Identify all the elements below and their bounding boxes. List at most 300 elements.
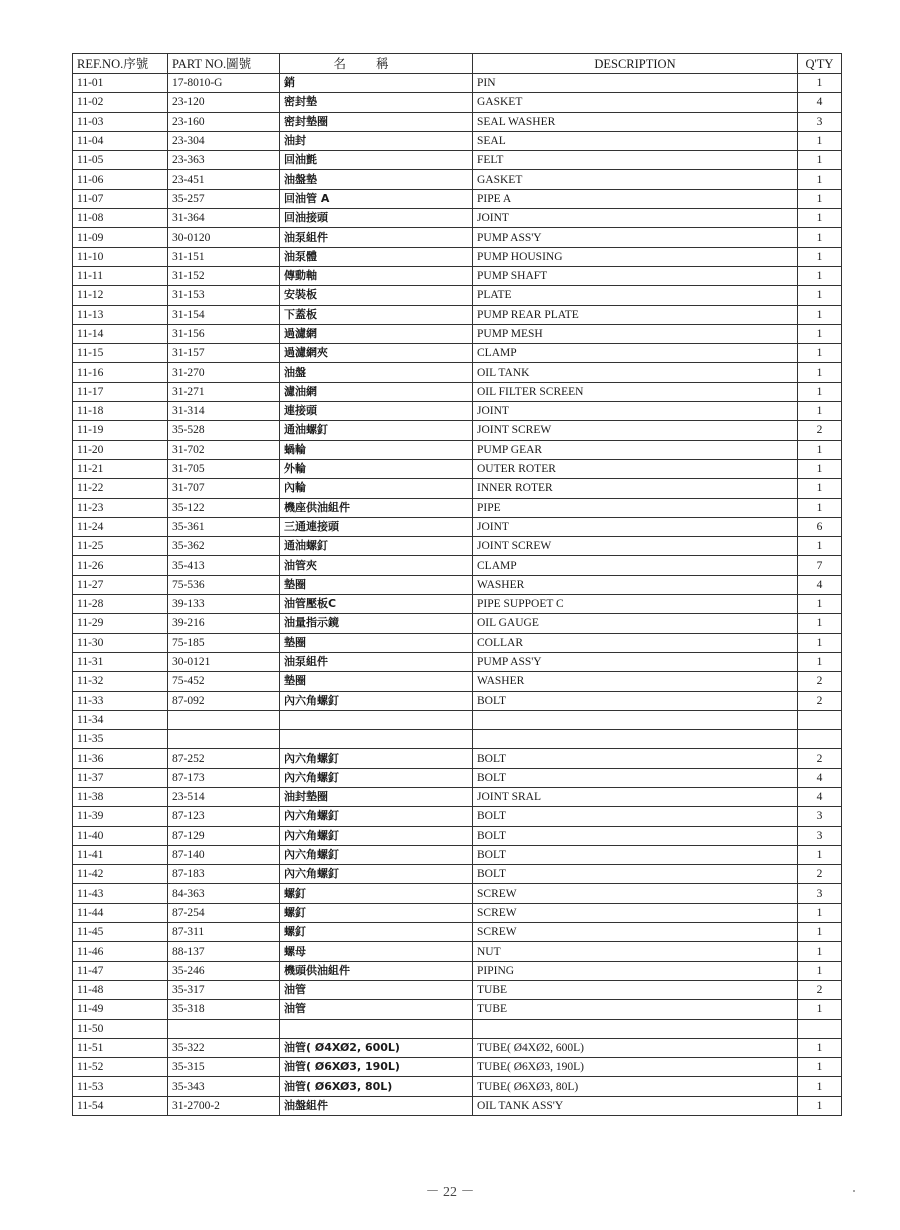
table-row [73,170,842,189]
description-cell [473,1019,798,1038]
quantity-cell: 1 [798,498,842,517]
name-cell: 濾油網 [280,382,473,401]
description-cell: JOINT [473,209,798,228]
part-no-cell: 35-362 [168,537,280,556]
name-cell: 油管 [280,980,473,999]
quantity-cell: 4 [798,575,842,594]
quantity-cell: 1 [798,363,842,382]
table-row [73,247,842,266]
name-cell: 螺母 [280,942,473,961]
quantity-cell: 1 [798,961,842,980]
description-cell: NUT [473,942,798,961]
table-row [73,903,842,922]
ref-no-cell: 11-15 [73,344,168,363]
ref-no-cell: 11-25 [73,537,168,556]
part-no-cell: 87-252 [168,749,280,768]
ref-no-cell: 11-10 [73,247,168,266]
quantity-cell: 2 [798,865,842,884]
name-cell: 內六角螺釘 [280,768,473,787]
part-no-cell: 87-183 [168,865,280,884]
name-cell: 油管( Ø6XØ3, 190L) [280,1058,473,1077]
name-cell: 內輪 [280,479,473,498]
table-row [73,151,842,170]
table-row [73,498,842,517]
quantity-cell: 1 [798,228,842,247]
table-row [73,961,842,980]
part-no-cell: 31-157 [168,344,280,363]
quantity-cell: 7 [798,556,842,575]
part-no-cell: 87-123 [168,807,280,826]
ref-no-cell: 11-30 [73,633,168,652]
name-cell: 螺釘 [280,884,473,903]
part-no-cell: 31-364 [168,209,280,228]
quantity-cell: 1 [798,903,842,922]
table-row [73,768,842,787]
part-no-cell: 39-133 [168,595,280,614]
description-cell: SCREW [473,903,798,922]
part-no-cell: 23-120 [168,93,280,112]
ref-no-cell: 11-07 [73,189,168,208]
description-cell: WASHER [473,672,798,691]
ref-no-cell: 11-02 [73,93,168,112]
quantity-cell: 3 [798,112,842,131]
part-no-cell: 31-705 [168,459,280,478]
part-no-cell: 30-0121 [168,652,280,671]
name-cell [280,710,473,729]
name-cell: 內六角螺釘 [280,845,473,864]
name-cell: 三通連接頭 [280,517,473,536]
table-row [73,1058,842,1077]
table-row [73,575,842,594]
quantity-cell: 3 [798,826,842,845]
ref-no-cell: 11-32 [73,672,168,691]
quantity-cell: 1 [798,459,842,478]
table-row [73,93,842,112]
table-row [73,305,842,324]
table-row [73,691,842,710]
name-cell: 通油螺釘 [280,421,473,440]
part-no-cell: 31-152 [168,266,280,285]
quantity-cell: 1 [798,1038,842,1057]
table-row [73,749,842,768]
part-no-cell: 87-311 [168,923,280,942]
description-cell: SEAL [473,131,798,150]
table-row [73,209,842,228]
parts-table-body [73,74,842,1116]
part-no-cell: 39-216 [168,614,280,633]
description-cell: PIN [473,74,798,93]
name-cell: 回油管 A [280,189,473,208]
table-row [73,517,842,536]
quantity-cell: 1 [798,170,842,189]
description-cell: PUMP REAR PLATE [473,305,798,324]
part-no-cell: 35-343 [168,1077,280,1096]
ref-no-cell: 11-04 [73,131,168,150]
ref-no-cell: 11-14 [73,324,168,343]
name-cell: 螺釘 [280,903,473,922]
quantity-cell: 1 [798,633,842,652]
quantity-cell: 1 [798,189,842,208]
description-cell: JOINT SRAL [473,787,798,806]
part-no-cell: 35-317 [168,980,280,999]
quantity-cell: 1 [798,382,842,401]
name-cell: 油管壓板C [280,595,473,614]
description-cell: SCREW [473,884,798,903]
description-cell: COLLAR [473,633,798,652]
quantity-cell: 1 [798,942,842,961]
name-cell [280,1019,473,1038]
table-row [73,787,842,806]
table-row [73,845,842,864]
quantity-cell: 1 [798,324,842,343]
ref-no-cell: 11-46 [73,942,168,961]
part-no-cell: 31-156 [168,324,280,343]
part-no-cell: 17-8010-G [168,74,280,93]
quantity-cell: 1 [798,614,842,633]
quantity-cell: 4 [798,768,842,787]
description-cell: PUMP SHAFT [473,266,798,285]
ref-no-cell: 11-51 [73,1038,168,1057]
table-row [73,74,842,93]
table-row [73,614,842,633]
name-cell: 外輪 [280,459,473,478]
header-name: 名稱 [280,54,473,74]
ref-no-cell: 11-44 [73,903,168,922]
header-description: DESCRIPTION [473,54,798,74]
description-cell: PLATE [473,286,798,305]
ref-no-cell: 11-11 [73,266,168,285]
description-cell: OIL TANK [473,363,798,382]
part-no-cell: 35-257 [168,189,280,208]
quantity-cell: 1 [798,286,842,305]
description-cell: OUTER ROTER [473,459,798,478]
part-no-cell: 75-536 [168,575,280,594]
table-row [73,228,842,247]
page-number: － 22 － [425,1185,475,1200]
ref-no-cell: 11-24 [73,517,168,536]
ref-no-cell: 11-19 [73,421,168,440]
description-cell: PUMP GEAR [473,440,798,459]
description-cell [473,710,798,729]
name-cell: 連接頭 [280,402,473,421]
description-cell: PIPE SUPPOET C [473,595,798,614]
description-cell: JOINT [473,402,798,421]
ref-no-cell: 11-39 [73,807,168,826]
name-cell: 內六角螺釘 [280,749,473,768]
ref-no-cell: 11-40 [73,826,168,845]
name-cell: 機座供油組件 [280,498,473,517]
name-cell: 內六角螺釘 [280,865,473,884]
table-row [73,479,842,498]
name-cell: 過濾網夾 [280,344,473,363]
part-no-cell: 31-271 [168,382,280,401]
description-cell: GASKET [473,170,798,189]
description-cell: JOINT SCREW [473,537,798,556]
description-cell: PIPE [473,498,798,517]
ref-no-cell: 11-52 [73,1058,168,1077]
ref-no-cell: 11-42 [73,865,168,884]
part-no-cell [168,710,280,729]
quantity-cell: 1 [798,1058,842,1077]
ref-no-cell: 11-34 [73,710,168,729]
part-no-cell: 31-314 [168,402,280,421]
ref-no-cell: 11-01 [73,74,168,93]
name-cell: 墊圈 [280,575,473,594]
ref-no-cell: 11-08 [73,209,168,228]
name-cell: 回油接頭 [280,209,473,228]
name-cell: 安裝板 [280,286,473,305]
ref-no-cell: 11-23 [73,498,168,517]
quantity-cell: 1 [798,151,842,170]
table-row [73,672,842,691]
name-cell: 回油氈 [280,151,473,170]
quantity-cell: 6 [798,517,842,536]
table-row [73,537,842,556]
part-no-cell: 87-254 [168,903,280,922]
description-cell: TUBE( Ø6XØ3, 190L) [473,1058,798,1077]
description-cell: PIPE A [473,189,798,208]
description-cell: BOLT [473,691,798,710]
name-cell: 油盤 [280,363,473,382]
name-cell: 油泵組件 [280,228,473,247]
ref-no-cell: 11-35 [73,730,168,749]
description-cell: SEAL WASHER [473,112,798,131]
table-row [73,923,842,942]
table-row [73,1019,842,1038]
header-ref-no: REF.NO.序號 [73,54,168,74]
name-cell: 過濾網 [280,324,473,343]
table-header-row [73,54,842,74]
table-row [73,730,842,749]
name-cell: 油管( Ø6XØ3, 80L) [280,1077,473,1096]
description-cell: JOINT [473,517,798,536]
part-no-cell: 35-413 [168,556,280,575]
header-quantity: Q'TY [798,54,842,74]
part-no-cell: 30-0120 [168,228,280,247]
table-row [73,344,842,363]
name-cell: 機頭供油組件 [280,961,473,980]
name-cell: 蝸輪 [280,440,473,459]
ref-no-cell: 11-20 [73,440,168,459]
quantity-cell: 1 [798,1096,842,1115]
quantity-cell: 1 [798,1000,842,1019]
description-cell: BOLT [473,807,798,826]
ref-no-cell: 11-36 [73,749,168,768]
name-cell: 密封墊圈 [280,112,473,131]
quantity-cell [798,1019,842,1038]
part-no-cell: 75-185 [168,633,280,652]
part-no-cell: 31-154 [168,305,280,324]
ref-no-cell: 11-47 [73,961,168,980]
quantity-cell: 1 [798,1077,842,1096]
part-no-cell: 87-173 [168,768,280,787]
part-no-cell: 23-451 [168,170,280,189]
table-row [73,363,842,382]
description-cell: TUBE( Ø6XØ3, 80L) [473,1077,798,1096]
quantity-cell: 1 [798,74,842,93]
quantity-cell [798,710,842,729]
table-row [73,710,842,729]
table-row [73,402,842,421]
quantity-cell: 4 [798,93,842,112]
quantity-cell: 3 [798,884,842,903]
table-row [73,1000,842,1019]
name-cell: 螺釘 [280,923,473,942]
part-no-cell: 31-707 [168,479,280,498]
ref-no-cell: 11-49 [73,1000,168,1019]
description-cell: OIL FILTER SCREEN [473,382,798,401]
ref-no-cell: 11-50 [73,1019,168,1038]
table-row [73,1038,842,1057]
quantity-cell: 1 [798,402,842,421]
name-cell: 內六角螺釘 [280,807,473,826]
ref-no-cell: 11-13 [73,305,168,324]
quantity-cell: 2 [798,421,842,440]
part-no-cell: 23-160 [168,112,280,131]
table-row [73,112,842,131]
quantity-cell: 1 [798,344,842,363]
table-row [73,980,842,999]
quantity-cell: 1 [798,479,842,498]
part-no-cell: 88-137 [168,942,280,961]
name-cell: 油管 [280,1000,473,1019]
description-cell: CLAMP [473,344,798,363]
name-cell: 下蓋板 [280,305,473,324]
name-cell: 內六角螺釘 [280,691,473,710]
ref-no-cell: 11-26 [73,556,168,575]
part-no-cell: 87-140 [168,845,280,864]
name-cell: 油管夾 [280,556,473,575]
ref-no-cell: 11-17 [73,382,168,401]
quantity-cell: 3 [798,807,842,826]
description-cell: FELT [473,151,798,170]
table-row [73,266,842,285]
table-row [73,382,842,401]
table-row [73,440,842,459]
description-cell [473,730,798,749]
ref-no-cell: 11-37 [73,768,168,787]
ref-no-cell: 11-03 [73,112,168,131]
ref-no-cell: 11-29 [73,614,168,633]
table-row [73,556,842,575]
quantity-cell: 1 [798,440,842,459]
quantity-cell: 1 [798,305,842,324]
table-row [73,131,842,150]
quantity-cell: 1 [798,845,842,864]
part-no-cell: 35-322 [168,1038,280,1057]
description-cell: BOLT [473,768,798,787]
part-no-cell: 35-315 [168,1058,280,1077]
ref-no-cell: 11-31 [73,652,168,671]
name-cell: 內六角螺釘 [280,826,473,845]
name-cell: 油盤組件 [280,1096,473,1115]
ref-no-cell: 11-45 [73,923,168,942]
ref-no-cell: 11-16 [73,363,168,382]
table-row [73,286,842,305]
part-no-cell: 31-151 [168,247,280,266]
ref-no-cell: 11-33 [73,691,168,710]
quantity-cell: 1 [798,595,842,614]
description-cell: PUMP MESH [473,324,798,343]
name-cell: 油量指示鏡 [280,614,473,633]
name-cell [280,730,473,749]
part-no-cell: 23-363 [168,151,280,170]
name-cell: 油管( Ø4XØ2, 600L) [280,1038,473,1057]
description-cell: OIL GAUGE [473,614,798,633]
scan-speck [853,1190,855,1192]
ref-no-cell: 11-53 [73,1077,168,1096]
part-no-cell: 23-514 [168,787,280,806]
part-no-cell: 31-2700-2 [168,1096,280,1115]
table-row [73,884,842,903]
parts-list-table [72,53,842,1116]
header-part-no: PART NO.圖號 [168,54,280,74]
name-cell: 油泵體 [280,247,473,266]
table-row [73,421,842,440]
quantity-cell: 1 [798,537,842,556]
description-cell: BOLT [473,749,798,768]
table-row [73,459,842,478]
ref-no-cell: 11-27 [73,575,168,594]
part-no-cell: 35-122 [168,498,280,517]
description-cell: PUMP ASS'Y [473,228,798,247]
table-row [73,189,842,208]
table-row [73,595,842,614]
description-cell: JOINT SCREW [473,421,798,440]
ref-no-cell: 11-54 [73,1096,168,1115]
table-row [73,1096,842,1115]
table-row [73,633,842,652]
ref-no-cell: 11-06 [73,170,168,189]
table-row [73,865,842,884]
quantity-cell: 1 [798,652,842,671]
description-cell: INNER ROTER [473,479,798,498]
quantity-cell: 1 [798,209,842,228]
part-no-cell: 31-153 [168,286,280,305]
quantity-cell [798,730,842,749]
ref-no-cell: 11-48 [73,980,168,999]
description-cell: OIL TANK ASS'Y [473,1096,798,1115]
description-cell: CLAMP [473,556,798,575]
ref-no-cell: 11-38 [73,787,168,806]
ref-no-cell: 11-09 [73,228,168,247]
description-cell: BOLT [473,845,798,864]
name-cell: 傳動軸 [280,266,473,285]
table-row [73,652,842,671]
table-row [73,1077,842,1096]
quantity-cell: 2 [798,980,842,999]
table-row [73,942,842,961]
table-row [73,826,842,845]
name-cell: 密封墊 [280,93,473,112]
part-no-cell: 31-270 [168,363,280,382]
description-cell: BOLT [473,865,798,884]
ref-no-cell: 11-28 [73,595,168,614]
description-cell: PUMP ASS'Y [473,652,798,671]
name-cell: 銷 [280,74,473,93]
quantity-cell: 4 [798,787,842,806]
part-no-cell [168,1019,280,1038]
name-cell: 油盤墊 [280,170,473,189]
part-no-cell: 87-129 [168,826,280,845]
name-cell: 墊圈 [280,672,473,691]
part-no-cell: 35-318 [168,1000,280,1019]
name-cell: 墊圈 [280,633,473,652]
part-no-cell: 35-246 [168,961,280,980]
quantity-cell: 1 [798,266,842,285]
ref-no-cell: 11-43 [73,884,168,903]
table-row [73,324,842,343]
